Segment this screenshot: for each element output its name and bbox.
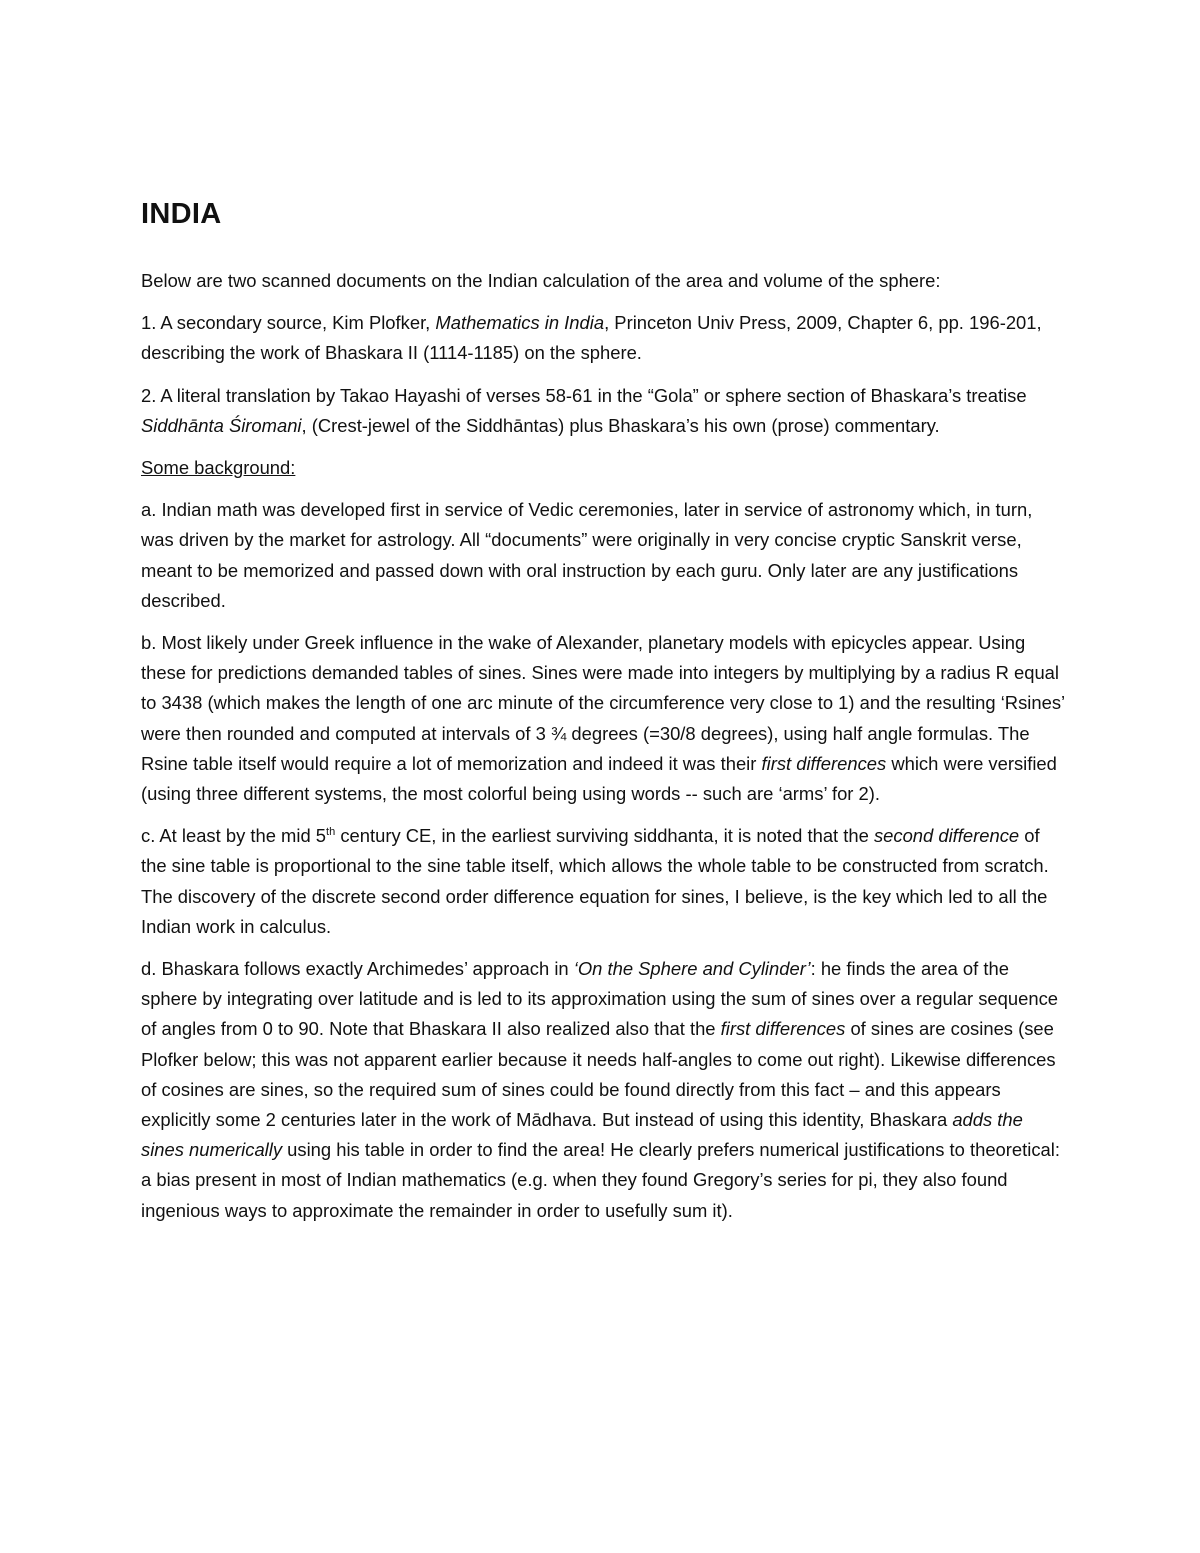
ordinal-suffix: th bbox=[326, 826, 336, 839]
paragraph-c-text-a: c. At least by the mid 5 bbox=[141, 825, 327, 847]
paragraph-d-emphasis-2: first differences bbox=[720, 1018, 846, 1040]
paragraph-d-text-d: using his table in order to find the area! He clearly prefers numerical justifications to theoretical: a bias present in most of Indian mathematics (e.g. when they found Gregory’s series for pi, they also found ingenious ways to approximate the remainder in order to usefully sum it). bbox=[141, 1139, 1060, 1221]
background-paragraph-c bbox=[141, 821, 1066, 942]
intro-paragraph: Below are two scanned documents on the Indian calculation of the area and volume of the sphere: bbox=[141, 270, 941, 291]
book-title: Mathematics in India bbox=[435, 312, 605, 334]
source-item-2 bbox=[141, 381, 1066, 441]
source-item-1-text-a: 1. A secondary source, Kim Plofker, bbox=[141, 312, 436, 334]
paragraph-b-text-b: which were versified (using three different systems, the most colorful being using words -- such are ‘arms’ for 2). bbox=[141, 752, 1057, 805]
paragraph-c-emphasis: second difference bbox=[873, 825, 1020, 847]
background-heading: Some background: bbox=[141, 457, 296, 479]
paragraph-d-emphasis-1: ‘On the Sphere and Cylinder’ bbox=[573, 958, 811, 980]
page-title: INDIA bbox=[141, 198, 222, 230]
source-item-2-text-a: 2. A literal translation by Takao Hayashi of verses 58-61 in the “Gola” or sphere section of Bhaskara’s treatise bbox=[141, 384, 1027, 406]
source-item-1-text-b: , Princeton Univ Press, 2009, Chapter 6, pp. 196-201, describing the work of Bhaskara II (1114-1185) on the sphere. bbox=[141, 312, 1042, 364]
paragraph-b-text-a: b. Most likely under Greek influence in the wake of Alexander, planetary models with epicycles appear. Using these for predictions demanded tables of sines. Sines were made into integers by multiplying by a radius R equal to 3438 (which makes the length of one arc minute of the circumference very close to 1) and the resulting ‘Rsines’ were then rounded and computed at intervals of 3 ¾ degrees (=30/8 degrees), using half angle formulas. The Rsine table itself would require a lot of memorization and indeed it was their bbox=[141, 632, 1065, 774]
background-paragraph-b bbox=[141, 628, 1066, 809]
paragraph-b-emphasis: first differences bbox=[761, 752, 887, 774]
source-item-1 bbox=[141, 308, 1066, 368]
paragraph-c-text-c: of the sine table is proportional to the sine table itself, which allows the whole table to be constructed from scratch. The discovery of the discrete second order difference equation for sines, I believe, is the key which led to all the Indian work in calculus. bbox=[141, 825, 1049, 937]
paragraph-d-text-c: of sines are cosines (see Plofker below; this was not apparent earlier because it needs half-angles to come out right). Likewise differences of cosines are sines, so the required sum of sines could be found directly from this fact – and this appears explicitly some 2 centuries later in the work of Mādhava. But instead of using this identity, Bhaskara bbox=[141, 1018, 1056, 1131]
paragraph-c-text-b: century CE, in the earliest surviving siddhanta, it is noted that the bbox=[335, 825, 874, 847]
document-page bbox=[141, 196, 1066, 1238]
paragraph-d-text-b: : he finds the area of the sphere by integrating over latitude and is led to its approximation using the sum of sines over a regular sequence of angles from 0 to 90. Note that Bhaskara II also realized also that the bbox=[141, 958, 1058, 1040]
paragraph-d-text-a: d. Bhaskara follows exactly Archimedes’ approach in bbox=[141, 958, 574, 980]
paragraph-d-emphasis-3: adds the sines numerically bbox=[141, 1109, 1023, 1161]
source-item-2-text-b: , (Crest-jewel of the Siddhāntas) plus Bhaskara’s his own (prose) commentary. bbox=[301, 414, 940, 436]
treatise-title: Siddhānta Śiromani bbox=[141, 414, 302, 436]
background-paragraph-a: a. Indian math was developed first in service of Vedic ceremonies, later in service of astronomy which, in turn, was driven by the market for astrology. All “documents” were originally in very concise cryptic Sanskrit verse, meant to be memorized and passed down with oral instruction by each guru. Only later are any justifications described. bbox=[141, 499, 1033, 611]
background-paragraph-d bbox=[141, 954, 1066, 1226]
